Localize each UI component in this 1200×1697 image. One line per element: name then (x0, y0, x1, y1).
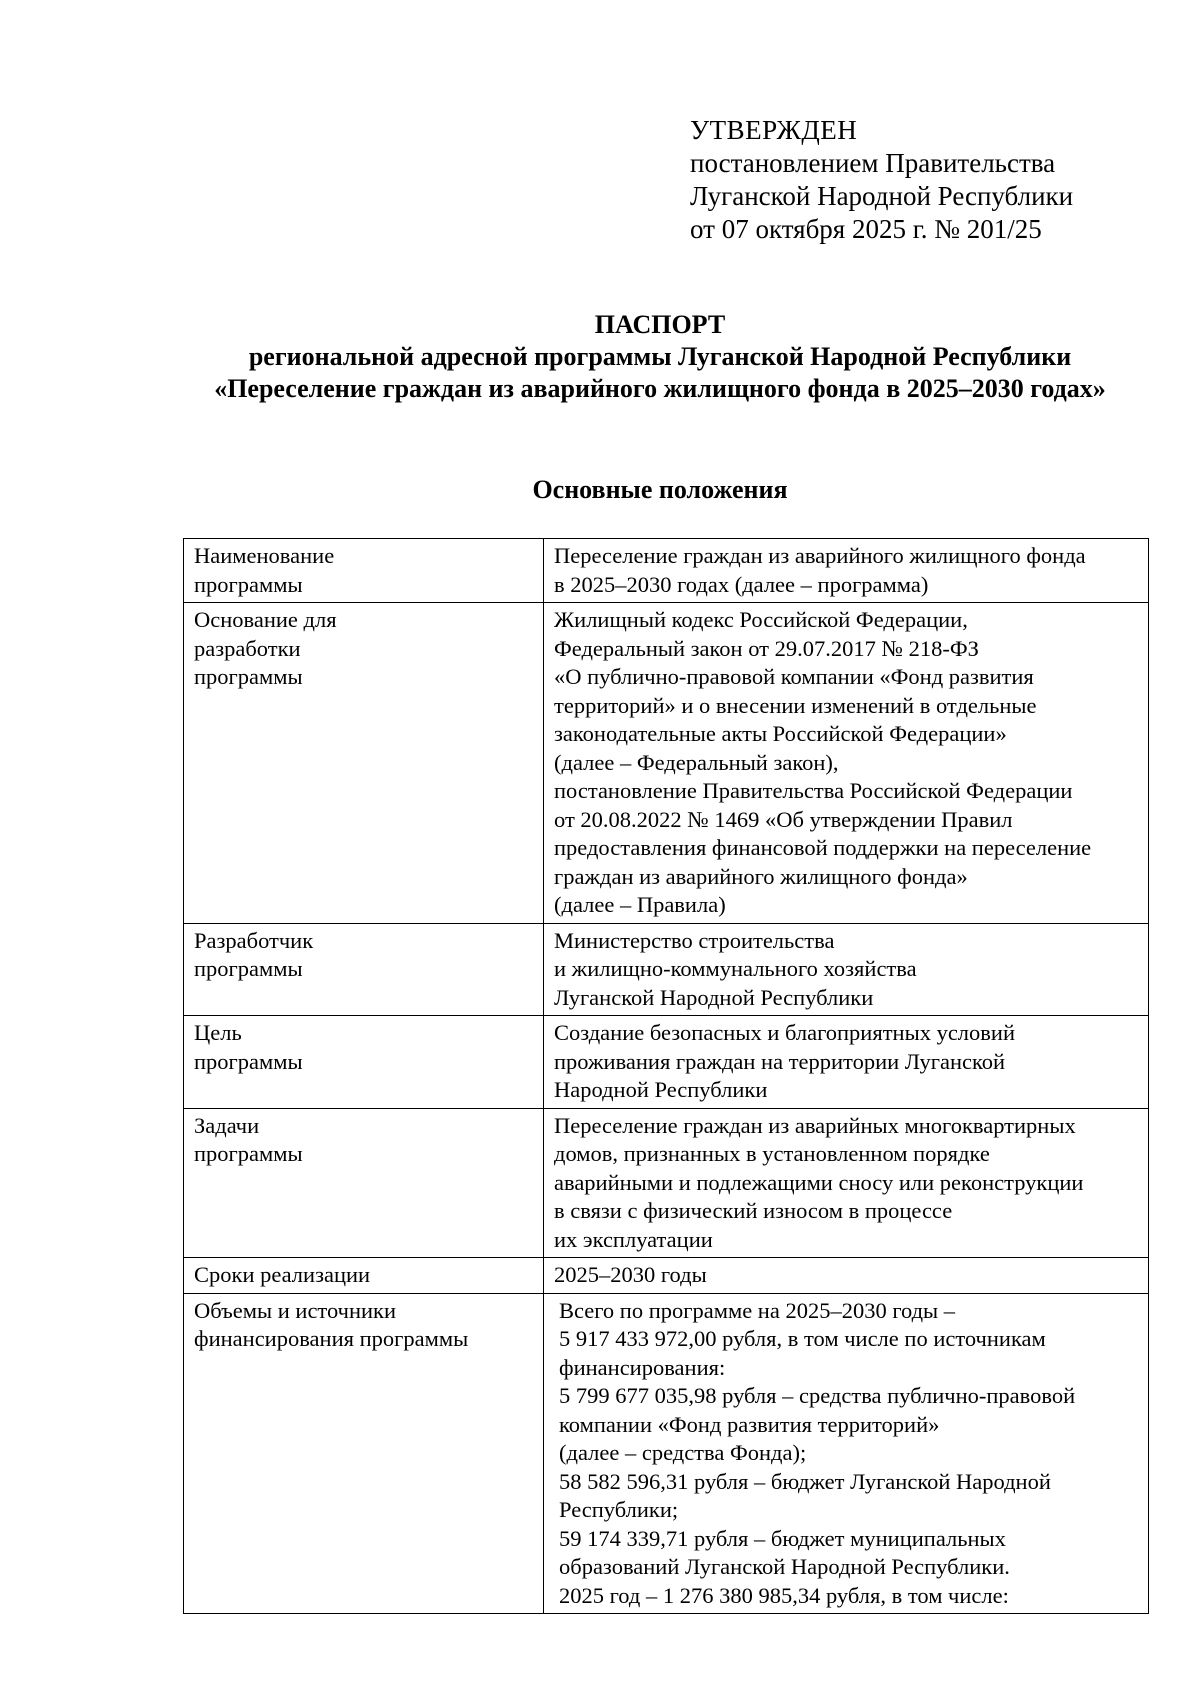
table-row (184, 1258, 1149, 1294)
value-line: (далее – Правила) (554, 892, 726, 917)
passport-table (183, 538, 1149, 1614)
label-line: финансирования программы (194, 1326, 469, 1351)
value-line: их эксплуатации (554, 1226, 713, 1252)
value-line: Создание безопасных и благоприятных условий (554, 1020, 1015, 1045)
table-row (184, 1016, 1149, 1109)
document-title-line-3: «Переселение граждан из аварийного жилищного фонда в 2025–2030 годах» (214, 374, 1106, 403)
row-label (184, 1258, 544, 1294)
value-line: Переселение граждан из аварийного жилищного фонда (554, 543, 1086, 568)
value-line: предоставления финансовой поддержки на переселение (554, 835, 1092, 860)
row-label (184, 539, 544, 603)
value-line: и жилищно-коммунального хозяйства (554, 956, 917, 981)
value-line: компании «Фонд развития территорий» (559, 1411, 940, 1437)
row-label (184, 1293, 544, 1614)
label-line: программы (194, 571, 303, 597)
value-line: (далее – Федеральный закон), (554, 749, 839, 775)
value-line: (далее – средства Фонда); (559, 1440, 807, 1465)
row-value (544, 1108, 1149, 1258)
value-line: домов, признанных в установленном порядке (554, 1141, 990, 1166)
row-label (184, 923, 544, 1016)
value-line: аварийными и подлежащими сносу или реконструкции (554, 1169, 1084, 1195)
approval-line-1: постановлением Правительства (690, 148, 1056, 178)
value-line: 5 917 433 972,00 рубля, в том числе по источникам (559, 1326, 1046, 1351)
label-line: Задачи (194, 1112, 260, 1138)
value-line: проживания граждан на территории Луганской (554, 1048, 1006, 1074)
table-row (184, 539, 1149, 603)
approval-stamp (690, 114, 1073, 246)
row-value (544, 1258, 1149, 1294)
value-line: Луганской Народной Республики (554, 984, 874, 1010)
approval-line-2: Луганской Народной Республики (690, 181, 1074, 211)
row-value (544, 1016, 1149, 1109)
label-line: программы (194, 1141, 303, 1166)
value-line: Федеральный закон от 29.07.2017 № 218-ФЗ (554, 635, 979, 661)
value-line: Переселение граждан из аварийных многоквартирных (554, 1112, 1076, 1138)
row-value (544, 923, 1149, 1016)
label-line: программы (194, 956, 303, 981)
value-line: в 2025–2030 годах (далее – программа) (554, 571, 929, 597)
document-title-line-1: ПАСПОРТ (594, 310, 726, 339)
table-row (184, 603, 1149, 924)
label-line: Объемы и источники (194, 1297, 397, 1323)
value-line: постановление Правительства Российской Федерации (554, 778, 1073, 803)
value-line: «О публично-правовой компании «Фонд развития (554, 664, 1034, 689)
value-line: 2025–2030 годы (554, 1262, 707, 1287)
label-line: Сроки реализации (194, 1262, 371, 1287)
value-line: в связи с физический износом в процессе (554, 1198, 953, 1223)
label-line: Разработчик (194, 927, 314, 953)
label-line: программы (194, 1048, 303, 1074)
row-value (544, 539, 1149, 603)
value-line: 2025 год – 1 276 380 985,34 рубля, в том числе: (559, 1582, 1009, 1608)
row-value (544, 603, 1149, 924)
value-line: Республики; (559, 1497, 679, 1522)
label-line: разработки (194, 635, 301, 661)
approval-title: УТВЕРЖДЕН (690, 115, 858, 145)
label-line: Наименование (194, 543, 335, 568)
value-line: Министерство строительства (554, 927, 835, 953)
label-line: Основание для (194, 607, 337, 632)
label-line: программы (194, 664, 303, 689)
table-row (184, 1293, 1149, 1614)
value-line: территорий» и о внесении изменений в отдельные (554, 692, 1037, 718)
value-line: Народной Республики (554, 1077, 768, 1102)
value-line: Всего по программе на 2025–2030 годы – (559, 1297, 956, 1323)
table-row (184, 923, 1149, 1016)
value-line: 58 582 596,31 рубля – бюджет Луганской Народной (559, 1468, 1051, 1494)
section-heading: Основные положения (532, 475, 788, 504)
value-line: финансирования: (559, 1354, 726, 1380)
value-line: законодательные акты Российской Федерации» (554, 721, 1007, 746)
row-value (544, 1293, 1149, 1614)
value-line: образований Луганской Народной Республики. (559, 1554, 1010, 1579)
row-label (184, 1016, 544, 1109)
value-line: от 20.08.2022 № 1469 «Об утверждении Правил (554, 806, 1013, 832)
value-line: Жилищный кодекс Российской Федерации, (554, 607, 968, 632)
row-label (184, 603, 544, 924)
table-row (184, 1108, 1149, 1258)
document-title (0, 309, 1200, 405)
approval-line-3: от 07 октября 2025 г. № 201/25 (690, 214, 1042, 244)
value-line: 59 174 339,71 рубля – бюджет муниципальных (559, 1525, 1006, 1551)
value-line: граждан из аварийного жилищного фонда» (554, 863, 968, 889)
label-line: Цель (194, 1020, 242, 1045)
document-title-line-2: региональной адресной программы Луганской Народной Республики (248, 342, 1072, 371)
value-line: 5 799 677 035,98 рубля – средства публично-правовой (559, 1383, 1076, 1408)
row-label (184, 1108, 544, 1258)
